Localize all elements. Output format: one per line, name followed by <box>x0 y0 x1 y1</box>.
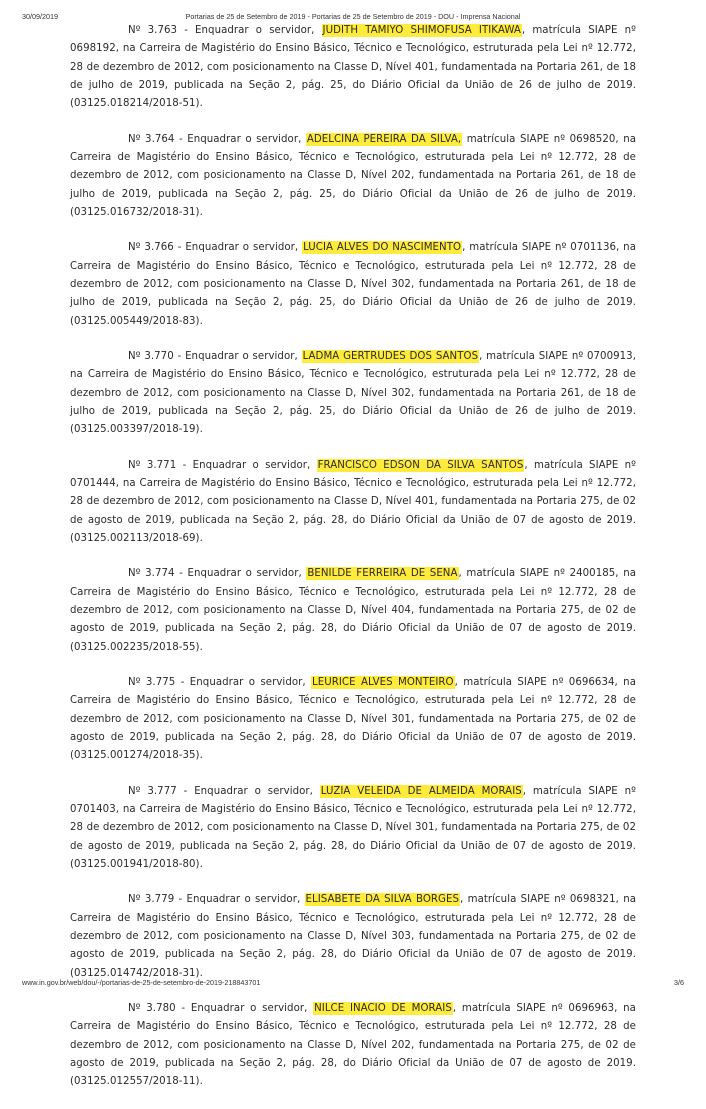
highlighted-name: NILCE INACIO DE MORAIS <box>314 1003 452 1015</box>
paragraph-lead: Nº 3.771 - Enquadrar o servidor, <box>128 459 317 471</box>
highlighted-name: LUCIA ALVES DO NASCIMENTO <box>303 242 462 254</box>
paragraph-body: matrícula SIAPE nº 0698520, na Carreira de Magistério do Ensino Básico, Técnico e Tecnológico, estruturada pela Lei nº 12.772, 28 de dezembro de 2012, com posicionamento na Classe D, Nível 202, fundamentada na Portaria 261, de 18 de julho de 2019, publicada na Seção 2, pág. 25, do Diário Oficial da União de 26 de julho de 2019. (03125.016732/2018-31). <box>70 133 636 218</box>
paragraph-body: , matrícula SIAPE nº 0700913, na Carreira de Magistério do Ensino Básico, Técnico e Tecnológico, estruturada pela Lei nº 12.772, 28 de dezembro de 2012, com posicionamento na Classe D, Nível 302, fundamentada na Portaria 261, de 18 de julho de 2019, publicada na Seção 2, pág. 25, do Diário Oficial da União de 26 de julho de 2019. (03125.003397/2018-19). <box>70 351 636 436</box>
portaria-paragraph <box>70 783 636 874</box>
paragraph-lead: Nº 3.763 - Enquadrar o servidor, <box>128 25 322 36</box>
portaria-paragraph <box>70 457 636 548</box>
highlighted-name: LEURICE ALVES MONTEIRO <box>312 677 454 689</box>
portaria-paragraph <box>70 22 636 113</box>
paragraph-body: , matrícula SIAPE nº 0701403, na Carreira de Magistério do Ensino Básico, Técnico e Tecnológico, estruturada pela Lei nº 12.772, 28 de dezembro de 2012, com posicionamento na Classe D, Nível 301, fundamentada na Portaria 275, de 02 de agosto de 2019, publicada na Seção 2, pág. 28, do Diário Oficial da União de 07 de agosto de 2019. (03125.001941/2018-80). <box>70 785 636 870</box>
page-number: 3/6 <box>674 978 684 987</box>
paragraph-lead: Nº 3.764 - Enquadrar o servidor, <box>128 133 306 145</box>
paragraph-lead: Nº 3.774 - Enquadrar o servidor, <box>128 568 307 580</box>
paragraph-lead: Nº 3.779 - Enquadrar o servidor, <box>128 894 305 906</box>
paragraph-lead: Nº 3.775 - Enquadrar o servidor, <box>128 677 312 689</box>
paragraph-body: , matrícula SIAPE nº 0701444, na Carreira de Magistério do Ensino Básico, Técnico e Tecnológico, estruturada pela Lei nº 12.772, 28 de dezembro de 2012, com posicionamento na Classe D, Nível 401, fundamentada na Portaria 275, de 02 de agosto de 2019, publicada na Seção 2, pág. 28, do Diário Oficial da União de 07 de agosto de 2019. (03125.002113/2018-69). <box>70 459 636 544</box>
portaria-paragraph <box>70 131 636 222</box>
portaria-paragraph <box>70 348 636 439</box>
highlighted-name: ADELCINA PEREIRA DA SILVA, <box>306 133 462 145</box>
portaria-paragraph <box>70 674 636 765</box>
paragraph-body: , matrícula SIAPE nº 0696634, na Carreira de Magistério do Ensino Básico, Técnico e Tecnológico, estruturada pela Lei nº 12.772, 28 de dezembro de 2012, com posicionamento na Classe D, Nível 301, fundamentada na Portaria 275, de 02 de agosto de 2019, publicada na Seção 2, pág. 28, do Diário Oficial da União de 07 de agosto de 2019. (03125.001274/2018-35). <box>70 677 636 762</box>
paragraph-body: , matrícula SIAPE nº 0698192, na Carreira de Magistério do Ensino Básico, Técnico e Tecnológico, estruturada pela Lei nº 12.772, 28 de dezembro de 2012, com posicionamento na Classe D, Nível 401, fundamentada na Portaria 261, de 18 de julho de 2019, publicada na Seção 2, pág. 25, do Diário Oficial da União de 26 de julho de 2019. (03125.018214/2018-51). <box>70 25 636 110</box>
paragraph-body: , matrícula SIAPE nº 2400185, na Carreira de Magistério do Ensino Básico, Técnico e Tecnológico, estruturada pela Lei nº 12.772, 28 de dezembro de 2012, com posicionamento na Classe D, Nível 404, fundamentada na Portaria 275, de 02 de agosto de 2019, publicada na Seção 2, pág. 28, do Diário Oficial da União de 07 de agosto de 2019. (03125.002235/2018-55). <box>70 568 636 653</box>
paragraph-body: , matrícula SIAPE nº 0698321, na Carreira de Magistério do Ensino Básico, Técnico e Tecnológico, estruturada pela Lei nº 12.772, 28 de dezembro de 2012, com posicionamento na Classe D, Nível 303, fundamentada na Portaria 275, de 02 de agosto de 2019, publicada na Seção 2, pág. 28, do Diário Oficial da União de 07 de agosto de 2019. (03125.014742/2018-31). <box>70 894 636 979</box>
highlighted-name: LUZIA VELEIDA DE ALMEIDA MORAIS <box>320 785 522 797</box>
highlighted-name: BENILDE FERREIRA DE SENA <box>307 568 458 580</box>
highlighted-name: LADMA GERTRUDES DOS SANTOS <box>302 351 479 363</box>
page-url: www.in.gov.br/web/dou/-/portarias-de-25-de-setembro-de-2019-218843701 <box>22 978 261 987</box>
print-title: Portarias de 25 de Setembro de 2019 - Portarias de 25 de Setembro de 2019 - DOU - Imprensa Nacional <box>185 12 521 21</box>
portaria-paragraph <box>70 891 636 982</box>
portaria-paragraph <box>70 565 636 656</box>
portaria-paragraph <box>70 1000 636 1091</box>
highlighted-name: JUDITH TAMIYO SHIMOFUSA ITIKAWA <box>322 25 521 36</box>
paragraph-lead: Nº 3.777 - Enquadrar o servidor, <box>128 785 320 797</box>
print-footer <box>22 978 684 990</box>
paragraph-body: , matrícula SIAPE nº 0701136, na Carreira de Magistério do Ensino Básico, Técnico e Tecnológico, estruturada pela Lei nº 12.772, 28 de dezembro de 2012, com posicionamento na Classe D, Nível 302, fundamentada na Portaria 261, de 18 de julho de 2019, publicada na Seção 2, pág. 25, do Diário Oficial da União de 26 de julho de 2019. (03125.005449/2018-83). <box>70 242 636 327</box>
portaria-paragraph <box>70 239 636 330</box>
paragraph-lead: Nº 3.766 - Enquadrar o servidor, <box>128 242 303 254</box>
highlighted-name: ELISABETE DA SILVA BORGES <box>305 894 460 906</box>
document-body <box>70 22 636 1109</box>
paragraph-lead: Nº 3.780 - Enquadrar o servidor, <box>128 1003 314 1015</box>
print-date: 30/09/2019 <box>22 12 58 21</box>
paragraph-body: , matrícula SIAPE nº 0696963, na Carreira de Magistério do Ensino Básico, Técnico e Tecnológico, estruturada pela Lei nº 12.772, 28 de dezembro de 2012, com posicionamento na Classe D, Nível 202, fundamentada na Portaria 275, de 02 de agosto de 2019, publicada na Seção 2, pág. 28, do Diário Oficial da União de 07 de agosto de 2019. (03125.012557/2018-11). <box>70 1003 636 1088</box>
paragraph-lead: Nº 3.770 - Enquadrar o servidor, <box>128 351 302 363</box>
highlighted-name: FRANCISCO EDSON DA SILVA SANTOS <box>317 459 524 471</box>
